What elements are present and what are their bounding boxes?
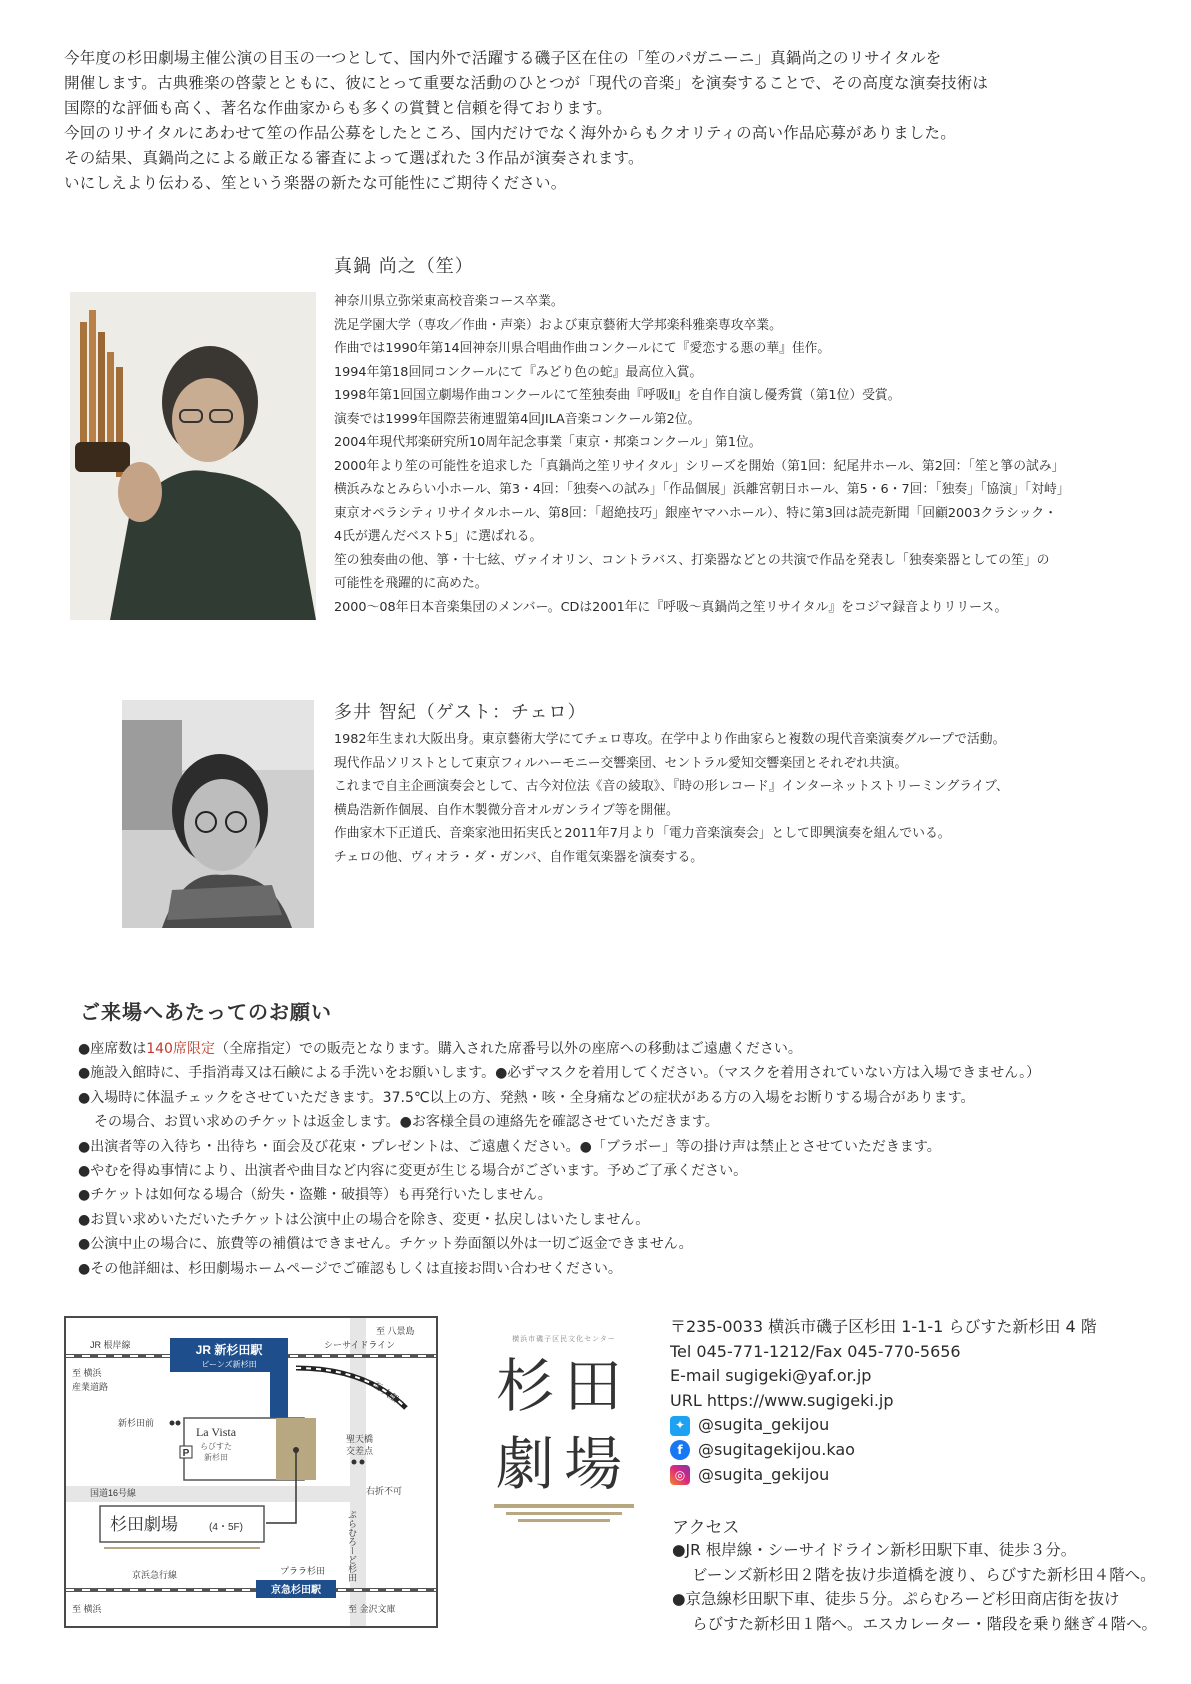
logo-subtitle: 横浜市磯子区民文化センター: [512, 1335, 616, 1343]
plaza-label: プララ杉田: [280, 1566, 326, 1576]
route16-label: 国道16号線: [90, 1488, 137, 1498]
access-title: アクセス: [672, 1518, 740, 1538]
bio-line: 1982年生まれ大阪出身。東京藝術大学にてチェロ専攻。在学中より作曲家らと複数の現代音楽演奏グループで活動。: [334, 732, 1006, 747]
bio-line: チェロの他、ヴィオラ・ダ・ガンバ、自作電気楽器を演奏する。: [334, 849, 704, 865]
sangyo-label: 産業道路: [72, 1382, 109, 1392]
station-label: JR 新杉田駅: [195, 1343, 263, 1357]
keikyu-line-label: 京浜急行線: [132, 1570, 178, 1580]
lavista-label: La Vista: [195, 1425, 237, 1439]
theater-floors: (4・5F): [209, 1522, 243, 1533]
access-line: ●JR 根岸線・シーサイドライン新杉田駅下車、徒歩３分。: [672, 1541, 1077, 1559]
shinsugitamae-label: 新杉田前: [118, 1418, 155, 1428]
beans-label: ビーンズ新杉田: [201, 1360, 257, 1369]
access-directions: [672, 1538, 1157, 1636]
bio-line: 横浜みなとみらい小ホール、第3・4回：「独奏への試み」「作品個展」浜離宮朝日ホール、第5・6・7回：「独奏」「協演」「対峙」: [334, 482, 1070, 497]
intro-line: 開催します。古典雅楽の啓蒙とともに、彼にとって重要な活動のひとつが「現代の音楽」を演奏することで、その高度な演奏技術は: [64, 74, 989, 92]
logo-kanji-bottom: 劇場: [495, 1430, 632, 1498]
crossing-label-1: 聖天橋: [346, 1434, 374, 1444]
to-ofuna: 至 大船: [370, 1379, 401, 1405]
to-yokohama-2: 至 横浜: [72, 1604, 102, 1614]
performer2-name: 多井 智紀（ゲスト：チェロ）: [334, 702, 587, 723]
address: 〒235-0033 横浜市磯子区杉田 1-1-1 らびすた新杉田 4 階: [670, 1317, 1097, 1336]
seaside-label: シーサイドライン: [324, 1340, 396, 1350]
email[interactable]: E-mail sugigeki@yaf.or.jp: [670, 1366, 872, 1386]
access-line: らびすた新杉田１階へ。エスカレーター・階段を乗り継ぎ４階へ。: [692, 1614, 1158, 1633]
seat-limit: 140席限定: [146, 1041, 215, 1057]
keikyu-station-label: 京急杉田駅: [271, 1585, 321, 1596]
facebook-handle[interactable]: @sugitagekijou.kao: [698, 1439, 855, 1459]
notice-item: [78, 1037, 1138, 1061]
bio-line: 笙の独奏曲の他、箏・十七絃、ヴァイオリン、コントラバス、打楽器などとの共演で作品を発表し「独奏楽器としての笙」の: [334, 552, 1050, 568]
to-kanazawa: 至 金沢文庫: [348, 1604, 396, 1614]
bio-line: 1994年第18回同コンクールにて『みどり色の蛇』最高位入賞。: [334, 364, 703, 380]
bio-line: 横島浩新作個展、自作木製微分音オルガンライブ等を開催。: [334, 802, 679, 818]
notice-item: ●入場時に体温チェックをさせていただきます。37.5℃以上の方、発熱・咳・全身痛などの症状がある方の入場をお断りする場合があります。: [78, 1089, 975, 1106]
bio-line: 洗足学園大学（専攻／作曲・声楽）および東京藝術大学邦楽科雅楽専攻卒業。: [334, 317, 782, 333]
instagram-handle[interactable]: @sugita_gekijou: [698, 1464, 830, 1484]
theater-logo: [488, 1334, 640, 1534]
notice-seat-pre: ●座席数は: [78, 1041, 147, 1057]
intro-line: いにしえより伝わる、笙という楽器の新たな可能性にご期待ください。: [64, 174, 567, 192]
intro-line: 今年度の杉田劇場主催公演の目玉の一つとして、国内外で活躍する磯子区在住の「笙のパガニーニ」真鍋尚之のリサイタルを: [64, 49, 942, 67]
puramuroad-label: ぷらむろーど杉田: [347, 1510, 357, 1582]
logo-kanji-top: 杉田: [495, 1352, 632, 1420]
performer1-name: 真鍋 尚之（笙）: [334, 256, 474, 277]
notice-list: [78, 1037, 1138, 1281]
notice-item: ●その他詳細は、杉田劇場ホームページでご確認もしくは直接お問い合わせください。: [78, 1260, 622, 1277]
to-hakkei: 至 八景島: [376, 1326, 415, 1336]
bio-line: 2000年より笙の可能性を追求した「真鍋尚之笙リサイタル」シリーズを開始（第1回：紀尾井ホール、第2回：「笙と箏の試み」: [334, 458, 1065, 474]
instagram-icon: ◎: [670, 1465, 690, 1485]
bio-line: 神奈川県立弥栄東高校音楽コース卒業。: [334, 294, 564, 309]
intro-line: その結果、真鍋尚之による厳正なる審査によって選ばれた３作品が演奏されます。: [64, 149, 644, 167]
facebook-row[interactable]: [670, 1438, 1150, 1463]
facebook-icon: f: [670, 1440, 690, 1460]
crossing-label-2: 交差点: [346, 1446, 374, 1456]
jr-line-label: JR 根岸線: [90, 1340, 131, 1350]
access-line: ●京急線杉田駅下車、徒歩５分。ぷらむろーど杉田商店街を抜け: [672, 1590, 1120, 1608]
no-right-turn: 右折不可: [366, 1486, 403, 1496]
bio-line: 可能性を飛躍的に高めた。: [334, 576, 488, 591]
twitter-row[interactable]: [670, 1413, 1150, 1438]
bio-line: これまで自主企画演奏会として、古今対位法《音の綾取》、『時の形レコード』インターネットストリーミングライブ、: [334, 779, 1009, 794]
bio-line: 作曲では1990年第14回神奈川県合唱曲作曲コンクールにて『愛恋する悪の華』佳作。: [334, 341, 831, 356]
to-yokohama: 至 横浜: [72, 1368, 102, 1378]
bio-line: 現代作品ソリストとして東京フィルハーモニー交響楽団、セントラル愛知交響楽団とそれぞれ共演。: [334, 755, 908, 771]
notice-title: ご来場へあたってのお願い: [80, 1000, 332, 1024]
instagram-row[interactable]: [670, 1463, 1150, 1488]
access-line: ビーンズ新杉田２階を抜け歩道橋を渡り、らびすた新杉田４階へ。: [692, 1565, 1156, 1584]
performer1-bio: [334, 290, 1070, 619]
performer2-photo: [122, 700, 314, 928]
parking-label: P: [182, 1448, 190, 1459]
intro-text: [64, 46, 1144, 196]
access-map: [64, 1316, 438, 1628]
lavista-sub2: 新杉田: [204, 1453, 228, 1462]
contact-info: [670, 1315, 1150, 1487]
bio-line: 東京オペラシティリサイタルホール、第8回：「超絶技巧」銀座ヤマハホール）、特に第3回は読売新聞「回顧2003クラシック・: [334, 505, 1057, 521]
bio-line: 作曲家木下正道氏、音楽家池田拓実氏と2011年7月より「電力音楽演奏会」として即興演奏を組んでいる。: [334, 826, 951, 841]
bio-line: 1998年第1回国立劇場作曲コンクールにて笙独奏曲『呼吸Ⅱ』を自作自演し優秀賞（第1位）受賞。: [334, 388, 901, 403]
bio-line: 4氏が選んだベスト5」に選ばれる。: [334, 529, 543, 544]
notice-item: ●出演者等の入待ち・出待ち・面会及び花束・プレゼントは、ご遠慮ください。●「ブラボー」等の掛け声は禁止とさせていただきます。: [78, 1138, 941, 1155]
intro-line: 今回のリサイタルにあわせて笙の作品公募をしたところ、国内だけでなく海外からもクオリティの高い作品応募がありました。: [64, 124, 956, 142]
notice-item: その場合、お買い求めのチケットは返金します。●お客様全員の連絡先を確認させていただきます。: [94, 1114, 719, 1131]
notice-item: ●やむを得ぬ事情により、出演者や曲目など内容に変更が生じる場合がございます。予めご了承ください。: [78, 1163, 748, 1180]
twitter-icon: ✦: [670, 1416, 690, 1436]
notice-item: ●お買い求めいただいたチケットは公演中止の場合を除き、変更・払戻しはいたしません。: [78, 1211, 650, 1228]
website-url[interactable]: URL https://www.sugigeki.jp: [670, 1390, 894, 1410]
notice-item: ●公演中止の場合に、旅費等の補償はできません。チケット券面額以外は一切ご返金できません。: [78, 1236, 693, 1253]
performer2-bio: [334, 728, 1009, 869]
logo-stripes: [488, 1500, 640, 1530]
phone-fax: Tel 045-771-1212/Fax 045-770-5656: [670, 1341, 961, 1361]
bio-line: 2004年現代邦楽研究所10周年記念事業「東京・邦楽コンクール」第1位。: [334, 435, 762, 450]
notice-seat-post: （全席指定）での販売となります。購入された席番号以外の座席への移動はご遠慮ください。: [214, 1041, 802, 1057]
theater-label: 杉田劇場: [110, 1515, 178, 1534]
notice-item: ●チケットは如何なる場合（紛失・盗難・破損等）も再発行いたしません。: [78, 1187, 552, 1204]
bio-line: 演奏では1999年国際芸術連盟第4回JILA音楽コンクール第2位。: [334, 411, 701, 427]
twitter-handle[interactable]: @sugita_gekijou: [698, 1415, 830, 1435]
intro-line: 国際的な評価も高く、著名な作曲家からも多くの賞賛と信頼を得ております。: [64, 99, 612, 117]
bio-line: 2000〜08年日本音楽集団のメンバー。CDは2001年に『呼吸〜真鍋尚之笙リサイタル』をコジマ録音よりリリース。: [334, 599, 1008, 615]
lavista-sub1: らびすた: [200, 1442, 232, 1451]
performer1-photo: [70, 292, 316, 620]
notice-item: ●施設入館時に、手指消毒又は石鹸による手洗いをお願いします。●必ずマスクを着用してください。（マスクを着用されていない方は入場できません。）: [78, 1065, 1041, 1082]
